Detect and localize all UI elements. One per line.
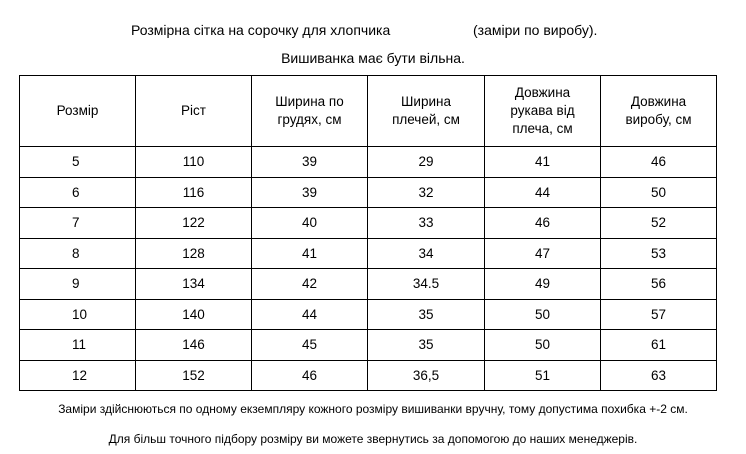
page-title: Розмірна сітка на сорочку для хлопчика xyxy=(131,22,391,38)
cell-shoulder-width: 32 xyxy=(368,177,485,208)
header-line: Ширина xyxy=(401,93,451,109)
cell-sleeve-length: 50 xyxy=(485,299,601,330)
cell-garment-length: 53 xyxy=(601,238,717,269)
cell-shoulder-width: 29 xyxy=(368,147,485,178)
cell-garment-length: 46 xyxy=(601,147,717,178)
cell-size: 12 xyxy=(20,360,136,391)
page-subtitle: Вишиванка має бути вільна. xyxy=(281,50,465,66)
cell-garment-length: 52 xyxy=(601,208,717,239)
cell-height: 122 xyxy=(136,208,252,239)
table-row xyxy=(20,208,717,239)
cell-size: 7 xyxy=(20,208,136,239)
cell-sleeve-length: 44 xyxy=(485,177,601,208)
cell-chest-width: 40 xyxy=(252,208,368,239)
table-row xyxy=(20,360,717,391)
cell-shoulder-width: 35 xyxy=(368,299,485,330)
title-note: (заміри по виробу). xyxy=(473,22,598,38)
cell-size: 5 xyxy=(20,147,136,178)
cell-size: 6 xyxy=(20,177,136,208)
table-header-row xyxy=(20,76,717,147)
header-line: Довжина xyxy=(630,93,687,109)
cell-garment-length: 50 xyxy=(601,177,717,208)
cell-chest-width: 44 xyxy=(252,299,368,330)
title-line xyxy=(0,22,746,42)
cell-height: 140 xyxy=(136,299,252,330)
cell-shoulder-width: 33 xyxy=(368,208,485,239)
cell-sleeve-length: 41 xyxy=(485,147,601,178)
cell-height: 134 xyxy=(136,269,252,300)
cell-garment-length: 56 xyxy=(601,269,717,300)
cell-size: 11 xyxy=(20,330,136,361)
header-line: грудях, см xyxy=(277,112,342,127)
table-row xyxy=(20,299,717,330)
cell-chest-width: 39 xyxy=(252,147,368,178)
cell-sleeve-length: 50 xyxy=(485,330,601,361)
cell-height: 116 xyxy=(136,177,252,208)
cell-sleeve-length: 47 xyxy=(485,238,601,269)
column-header-size xyxy=(20,76,136,147)
header-line: Довжина xyxy=(514,84,571,100)
cell-height: 128 xyxy=(136,238,252,269)
cell-height: 146 xyxy=(136,330,252,361)
header-line: Розмір xyxy=(56,102,99,118)
cell-garment-length: 63 xyxy=(601,360,717,391)
column-header-shoulder-width xyxy=(368,76,485,147)
column-header-chest-width xyxy=(252,76,368,147)
cell-size: 8 xyxy=(20,238,136,269)
header-line: Ріст xyxy=(181,102,206,118)
cell-sleeve-length: 46 xyxy=(485,208,601,239)
table-row xyxy=(20,147,717,178)
cell-height: 110 xyxy=(136,147,252,178)
cell-shoulder-width: 34 xyxy=(368,238,485,269)
manager-contact-note: Для більш точного підбору розміру ви можете звернутись за допомогою до наших менеджерів. xyxy=(108,432,638,446)
cell-height: 152 xyxy=(136,360,252,391)
cell-garment-length: 61 xyxy=(601,330,717,361)
measurement-tolerance-note: Заміри здійснюються по одному екземпляру кожного розміру вишиванки вручну, тому допустима похибка +-2 см. xyxy=(58,402,688,416)
cell-sleeve-length: 51 xyxy=(485,360,601,391)
header-line: Ширина по xyxy=(275,93,344,109)
cell-garment-length: 57 xyxy=(601,299,717,330)
cell-chest-width: 46 xyxy=(252,360,368,391)
header-line: плечей, см xyxy=(392,112,460,127)
table-row xyxy=(20,269,717,300)
cell-shoulder-width: 35 xyxy=(368,330,485,361)
header-line: плеча, см xyxy=(512,121,573,137)
column-header-garment-length xyxy=(601,76,717,147)
cell-sleeve-length: 49 xyxy=(485,269,601,300)
cell-size: 10 xyxy=(20,299,136,330)
column-header-height xyxy=(136,76,252,147)
header-line: виробу, см xyxy=(625,112,692,127)
table-row xyxy=(20,238,717,269)
column-header-sleeve-length xyxy=(485,76,601,147)
cell-chest-width: 39 xyxy=(252,177,368,208)
cell-shoulder-width: 36,5 xyxy=(368,360,485,391)
cell-chest-width: 41 xyxy=(252,238,368,269)
table-row xyxy=(20,330,717,361)
cell-shoulder-width: 34.5 xyxy=(368,269,485,300)
cell-chest-width: 42 xyxy=(252,269,368,300)
cell-chest-width: 45 xyxy=(252,330,368,361)
cell-size: 9 xyxy=(20,269,136,300)
header-line: рукава від xyxy=(510,102,575,118)
size-table xyxy=(19,75,717,391)
table-row xyxy=(20,177,717,208)
